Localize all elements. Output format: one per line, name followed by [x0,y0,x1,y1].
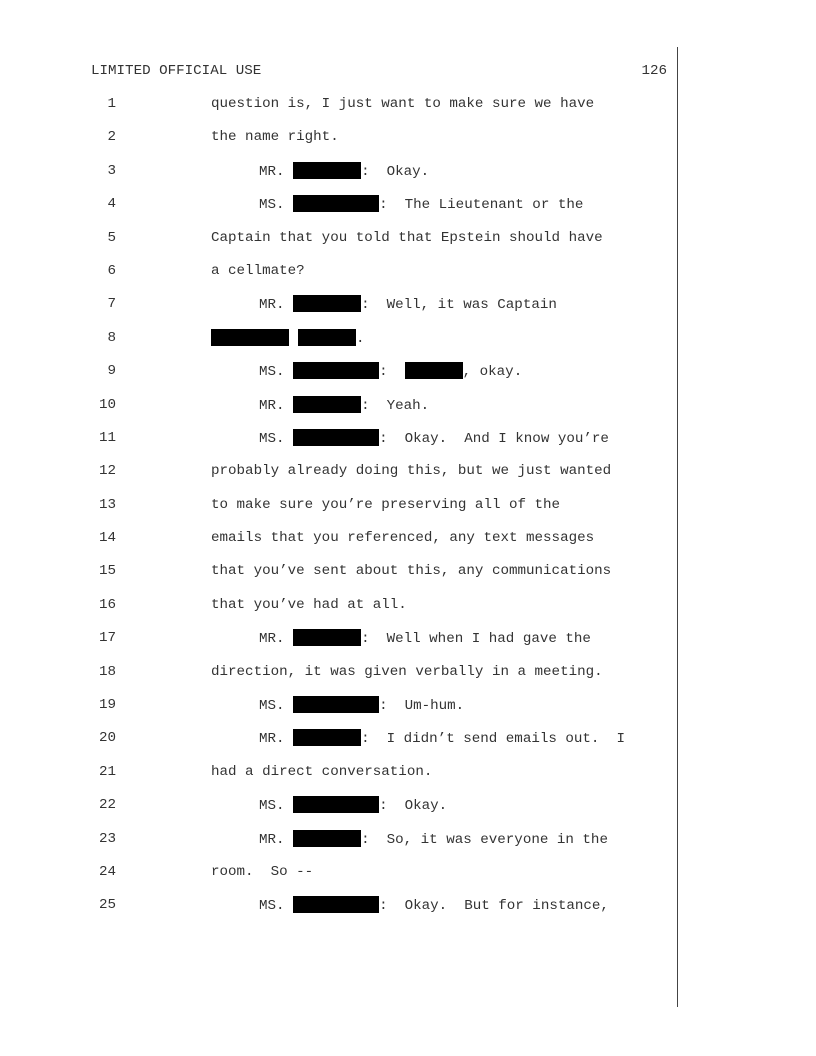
speaker-line [259,295,557,314]
utterance-text: . [356,330,365,347]
utterance-text: : Okay. [361,163,430,180]
transcript-line [0,729,816,762]
line-number: 2 [107,129,116,146]
redaction-block [293,295,361,312]
line-number: 7 [107,296,116,313]
transcript-line [0,95,816,128]
line-text: that you’ve had at all. [211,596,407,613]
speaker-title: MR. [259,731,285,748]
speaker-title: MR. [259,163,285,180]
redaction-block [293,162,361,179]
utterance-text: : Okay. But for instance, [379,898,609,915]
speaker-line [259,429,609,448]
transcript-line [0,629,816,662]
transcript-line [0,262,816,295]
transcript-line [0,863,816,896]
utterance-text: : Okay. And I know you’re [379,430,609,447]
line-number: 9 [107,363,116,380]
line-number: 22 [98,797,116,814]
utterance-text: : Well when I had gave the [361,631,591,648]
speaker-line [259,362,522,381]
line-text: a cellmate? [211,262,305,279]
transcript-line [0,830,816,863]
utterance-text: : Yeah. [361,397,430,414]
speaker-title: MS. [259,698,285,715]
speaker-line [259,896,609,915]
redaction-block [211,329,289,346]
redaction-block [293,729,361,746]
line-number: 6 [107,262,116,279]
utterance-text: : Um-hum. [379,698,465,715]
line-number: 20 [98,730,116,747]
line-text: direction, it was given verbally in a meeting. [211,663,603,680]
speaker-line [259,629,591,648]
speaker-title: MS. [259,430,285,447]
line-number: 8 [107,329,116,346]
speaker-title: MR. [259,631,285,648]
redaction-block [293,429,379,446]
transcript-line [0,529,816,562]
line-number: 15 [98,563,116,580]
speaker-line [259,162,429,181]
line-number: 14 [98,530,116,547]
speaker-line [259,396,429,415]
line-number: 3 [107,162,116,179]
transcript-line [0,195,816,228]
transcript-line [0,763,816,796]
speaker-title: MS. [259,364,285,381]
speaker-title: MR. [259,297,285,314]
speaker-line [259,696,464,715]
transcript-line [0,128,816,161]
transcript-line [0,295,816,328]
transcript-line [0,496,816,529]
transcript-line [0,663,816,696]
utterance-text: , okay. [462,364,523,381]
transcript-lines [0,95,816,930]
line-number: 16 [98,596,116,613]
line-text: emails that you referenced, any text messages [211,530,595,547]
line-text: the name right. [211,129,339,146]
utterance-text: : I didn’t send emails out. I [361,731,625,748]
line-text: probably already doing this, but we just wanted [211,463,612,480]
line-number: 10 [98,396,116,413]
transcript-line [0,362,816,395]
transcript-line [0,162,816,195]
speaker-line [259,729,625,748]
redaction-block [293,896,379,913]
line-number: 11 [98,429,116,446]
line-number: 23 [98,830,116,847]
speaker-title: MS. [259,898,285,915]
redaction-block [405,362,463,379]
line-number: 19 [98,697,116,714]
line-number: 4 [107,196,116,213]
line-number: 18 [98,663,116,680]
line-text: that you’ve sent about this, any communications [211,563,612,580]
redaction-block [293,696,379,713]
transcript-line [0,429,816,462]
utterance-separator: : [379,364,405,381]
line-number: 5 [107,229,116,246]
line-number: 12 [98,463,116,480]
classification-header: LIMITED OFFICIAL USE [91,63,262,79]
line-number: 25 [98,897,116,914]
redaction-block [293,830,361,847]
speaker-title: MS. [259,197,285,214]
transcript-line [0,696,816,729]
line-number: 17 [98,630,116,647]
speaker-line [259,796,447,815]
transcript-line [0,329,816,362]
utterance-text: : The Lieutenant or the [379,197,584,214]
redaction-block [293,362,379,379]
speaker-line [259,195,583,214]
line-text: room. So -- [211,863,314,880]
redaction-block [293,796,379,813]
utterance-text: : So, it was everyone in the [361,831,608,848]
redaction-block [293,629,361,646]
transcript-line [0,562,816,595]
speaker-line [259,830,608,849]
line-number: 13 [98,496,116,513]
transcript-line [0,596,816,629]
line-text: question is, I just want to make sure we have [211,96,595,112]
line-text: had a direct conversation. [211,763,433,780]
line-number: 1 [107,96,116,112]
speaker-title: MR. [259,397,285,414]
speaker-title: MR. [259,831,285,848]
line-number: 24 [98,863,116,880]
utterance-text: : Okay. [379,798,448,815]
transcript-line [0,396,816,429]
speaker-title: MS. [259,798,285,815]
transcript-line [0,462,816,495]
redaction-block [298,329,356,346]
line-text: to make sure you’re preserving all of the [211,496,561,513]
redaction-block [293,396,361,413]
utterance-text: : Well, it was Captain [361,297,557,314]
page-number: 126 [641,63,667,79]
line-text: Captain that you told that Epstein should have [211,229,603,246]
redacted-name-line [211,329,365,348]
transcript-line [0,796,816,829]
redaction-block [293,195,379,212]
transcript-line [0,896,816,929]
transcript-line [0,229,816,262]
line-number: 21 [98,763,116,780]
